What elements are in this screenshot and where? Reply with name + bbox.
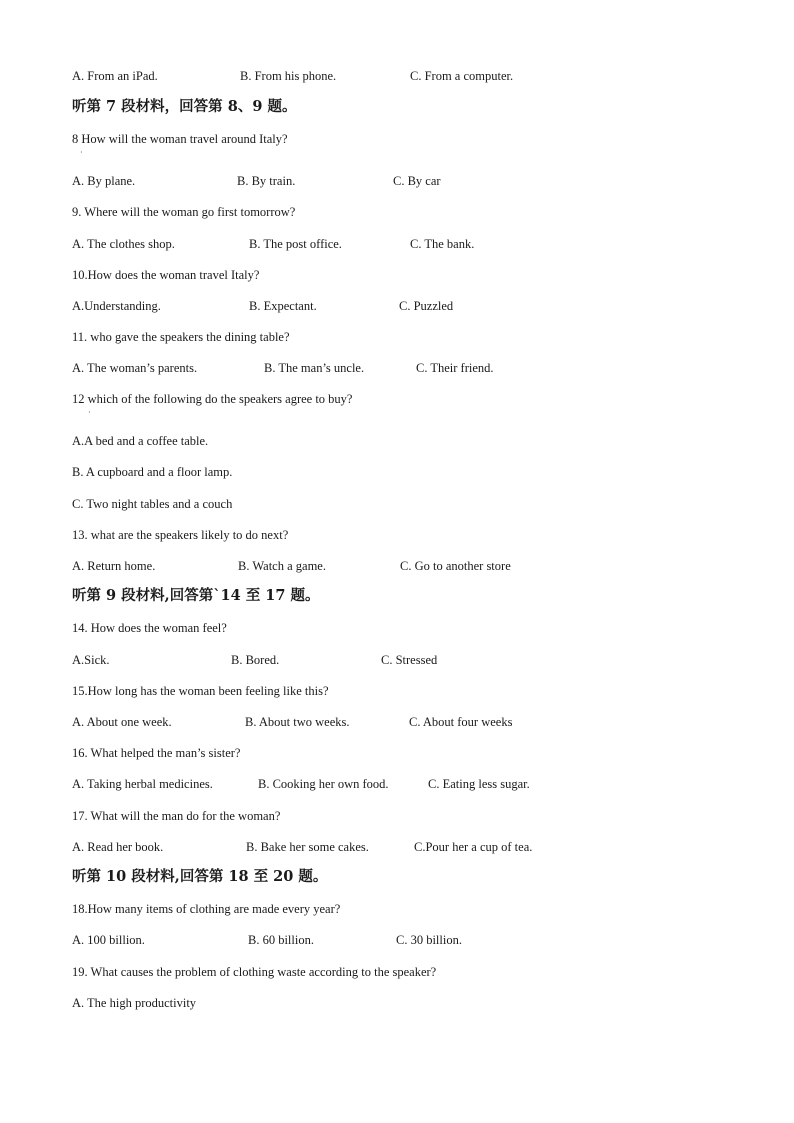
answer-option-line: B. A cupboard and a floor lamp. xyxy=(72,465,233,479)
question-text: 18.How many items of clothing are made every year? xyxy=(72,902,341,916)
answer-option: C. About four weeks xyxy=(409,715,513,729)
stray-mark: · xyxy=(88,408,91,417)
answer-option: C. By car xyxy=(393,174,441,188)
answer-option: B. About two weeks. xyxy=(245,715,350,729)
answer-options-row xyxy=(72,652,732,668)
answer-option: A. 100 billion. xyxy=(72,933,145,947)
answer-option: B. The post office. xyxy=(249,237,342,251)
answer-option: A. Read her book. xyxy=(72,840,164,854)
question-text: 9. Where will the woman go first tomorrow? xyxy=(72,205,296,219)
answer-option: B. From his phone. xyxy=(240,69,337,83)
answer-options-row xyxy=(72,714,732,730)
answer-option: B. The man’s uncle. xyxy=(264,361,365,375)
answer-option: B. Expectant. xyxy=(249,299,317,313)
answer-options-row xyxy=(72,932,732,948)
question-text: 8 How will the woman travel around Italy? xyxy=(72,132,288,146)
question-text: 11. who gave the speakers the dining table? xyxy=(72,330,290,344)
answer-option: C. Stressed xyxy=(381,653,438,667)
answer-option: A.Understanding. xyxy=(72,299,161,313)
section-heading: 听第 10 段材料,回答第 18 至 20 题。 xyxy=(72,868,328,885)
answer-option: A. From an iPad. xyxy=(72,69,158,83)
answer-options-row xyxy=(72,839,732,855)
question-text: 19. What causes the problem of clothing waste according to the speaker? xyxy=(72,965,437,979)
answer-option: A. The woman’s parents. xyxy=(72,361,198,375)
answer-option: C. 30 billion. xyxy=(396,933,462,947)
answer-option: B. 60 billion. xyxy=(248,933,314,947)
answer-options-row xyxy=(72,298,732,314)
answer-option: B. Bake her some cakes. xyxy=(246,840,369,854)
question-text: 15.How long has the woman been feeling like this? xyxy=(72,684,329,698)
answer-option-line: A. The high productivity xyxy=(72,996,197,1010)
answer-option: B. Cooking her own food. xyxy=(258,777,389,791)
answer-option: B. Watch a game. xyxy=(238,559,326,573)
question-text: 14. How does the woman feel? xyxy=(72,621,227,635)
answer-option: C.Pour her a cup of tea. xyxy=(414,840,533,854)
section-heading: 听第 7 段材料，回答第 8、9 题。 xyxy=(72,98,297,115)
answer-option: B. By train. xyxy=(237,174,296,188)
answer-options-row xyxy=(72,360,732,376)
answer-option: C. The bank. xyxy=(410,237,475,251)
answer-option-line: C. Two night tables and a couch xyxy=(72,497,233,511)
answer-option: C. Go to another store xyxy=(400,559,511,573)
answer-option: C. From a computer. xyxy=(410,69,514,83)
answer-option: A. The clothes shop. xyxy=(72,237,175,251)
question-text: 12 which of the following do the speakers agree to buy? xyxy=(72,392,353,406)
answer-options-row xyxy=(72,558,732,574)
answer-options-row xyxy=(72,776,732,792)
answer-option: A.Sick. xyxy=(72,653,110,667)
section-heading: 听第 9 段材料,回答第`14 至 17 题。 xyxy=(72,587,320,604)
answer-option: A. Taking herbal medicines. xyxy=(72,777,213,791)
answer-options-row xyxy=(72,173,732,189)
answer-option-line: A.A bed and a coffee table. xyxy=(72,434,209,448)
question-text: 13. what are the speakers likely to do next? xyxy=(72,528,289,542)
answer-option: A. By plane. xyxy=(72,174,136,188)
answer-option: B. Bored. xyxy=(231,653,280,667)
answer-options-row xyxy=(72,68,732,84)
answer-option: C. Their friend. xyxy=(416,361,494,375)
answer-option: C. Eating less sugar. xyxy=(428,777,530,791)
answer-option: A. About one week. xyxy=(72,715,172,729)
stray-mark: · xyxy=(80,148,83,157)
answer-option: C. Puzzled xyxy=(399,299,454,313)
question-text: 10.How does the woman travel Italy? xyxy=(72,268,260,282)
question-text: 17. What will the man do for the woman? xyxy=(72,809,281,823)
question-text: 16. What helped the man’s sister? xyxy=(72,746,241,760)
answer-options-row xyxy=(72,236,732,252)
answer-option: A. Return home. xyxy=(72,559,156,573)
